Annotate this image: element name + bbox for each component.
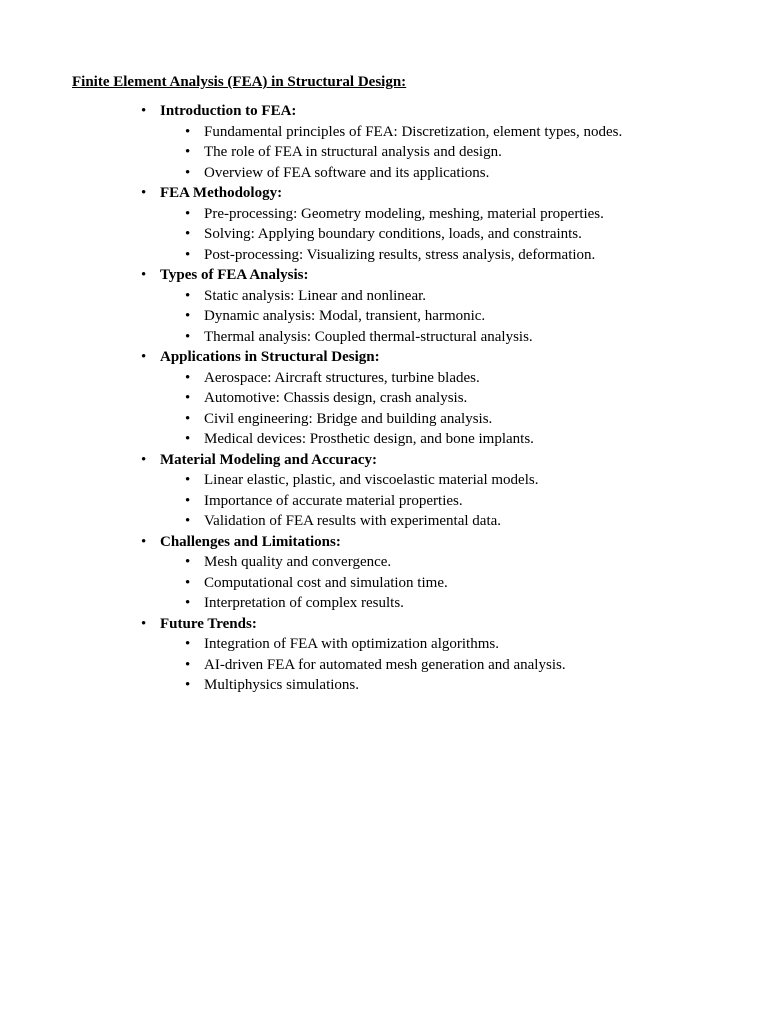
list-item-text: Post-processing: Visualizing results, stress analysis, deformation. (204, 246, 596, 263)
list-item-text: Validation of FEA results with experimental data. (204, 513, 502, 529)
bullet-icon: • (185, 472, 191, 488)
list-item (0, 552, 768, 573)
list-item (0, 286, 768, 307)
list-item (0, 327, 768, 348)
list-item-text: Automotive: Chassis design, crash analysis. (204, 390, 468, 406)
bullet-icon: • (185, 246, 191, 263)
list-item-text: Static analysis: Linear and nonlinear. (204, 287, 427, 304)
list-item-text: Fundamental principles of FEA: Discretization, element types, nodes. (204, 123, 623, 140)
section-heading-row (0, 614, 768, 635)
list-item-text: Medical devices: Prosthetic design, and bone implants. (204, 431, 534, 447)
section-heading-row (0, 450, 768, 471)
bullet-icon: • (141, 103, 147, 119)
bullet-icon: • (185, 390, 191, 406)
list-item-text: Multiphysics simulations. (204, 677, 360, 693)
section-items (0, 286, 768, 348)
list-item (0, 593, 768, 614)
outline-section (0, 183, 768, 265)
list-item (0, 388, 768, 409)
list-item (0, 368, 768, 389)
section-items (0, 470, 768, 532)
bullet-icon: • (185, 410, 191, 427)
bullet-icon: • (141, 349, 147, 365)
section-items (0, 634, 768, 696)
list-item-text: Importance of accurate material properties. (204, 492, 463, 509)
bullet-icon: • (185, 431, 191, 447)
list-item-text: Dynamic analysis: Modal, transient, harmonic. (204, 308, 486, 324)
list-item (0, 675, 768, 696)
list-item (0, 409, 768, 430)
bullet-icon: • (185, 513, 191, 529)
list-item (0, 491, 768, 512)
list-item (0, 429, 768, 450)
list-item-text: Thermal analysis: Coupled thermal-structural analysis. (204, 328, 533, 345)
section-heading: Material Modeling and Accuracy: (160, 451, 378, 468)
outline-section (0, 614, 768, 696)
list-item (0, 511, 768, 532)
list-item-text: Aerospace: Aircraft structures, turbine blades. (204, 369, 480, 386)
list-item (0, 163, 768, 184)
list-item-text: Solving: Applying boundary conditions, loads, and constraints. (204, 226, 582, 242)
list-item (0, 655, 768, 676)
list-item-text: Overview of FEA software and its applications. (204, 164, 490, 181)
list-item (0, 573, 768, 594)
outline-section (0, 347, 768, 450)
bullet-icon: • (185, 574, 191, 591)
bullet-icon: • (185, 164, 191, 181)
outline-section (0, 450, 768, 532)
bullet-icon: • (185, 123, 191, 140)
bullet-icon: • (185, 554, 191, 570)
bullet-icon: • (185, 144, 191, 160)
list-item-text: Mesh quality and convergence. (204, 554, 392, 570)
outline-section (0, 532, 768, 614)
bullet-icon: • (141, 185, 147, 201)
section-items (0, 552, 768, 614)
list-item (0, 470, 768, 491)
section-heading: Challenges and Limitations: (160, 533, 341, 550)
bullet-icon: • (185, 595, 191, 611)
section-heading: Future Trends: (160, 615, 257, 632)
outline-section (0, 101, 768, 183)
section-heading-row (0, 265, 768, 286)
bullet-icon: • (185, 656, 191, 673)
bullet-icon: • (185, 636, 191, 652)
list-item-text: Civil engineering: Bridge and building analysis. (204, 410, 493, 427)
bullet-icon: • (141, 267, 147, 283)
section-items (0, 368, 768, 450)
bullet-icon: • (185, 287, 191, 304)
bullet-icon: • (141, 451, 147, 468)
list-item (0, 122, 768, 143)
bullet-icon: • (141, 533, 147, 550)
section-heading: Applications in Structural Design: (160, 349, 380, 365)
section-items (0, 122, 768, 184)
section-heading: Types of FEA Analysis: (160, 267, 309, 283)
list-item-text: Linear elastic, plastic, and viscoelastic material models. (204, 472, 539, 488)
outline-section (0, 265, 768, 347)
topic-outline (0, 101, 768, 696)
section-heading: Introduction to FEA: (160, 103, 297, 119)
section-heading-row (0, 183, 768, 204)
section-heading: FEA Methodology: (160, 185, 283, 201)
list-item-text: Integration of FEA with optimization algorithms. (204, 636, 499, 652)
section-items (0, 204, 768, 266)
list-item-text: AI-driven FEA for automated mesh generation and analysis. (204, 656, 566, 673)
section-heading-row (0, 101, 768, 122)
bullet-icon: • (185, 308, 191, 324)
list-item (0, 142, 768, 163)
bullet-icon: • (185, 492, 191, 509)
list-item (0, 634, 768, 655)
list-item-text: Computational cost and simulation time. (204, 574, 448, 591)
list-item-text: Pre-processing: Geometry modeling, meshing, material properties. (204, 205, 604, 222)
section-heading-row (0, 347, 768, 368)
document-title: Finite Element Analysis (FEA) in Structural Design: (72, 74, 407, 90)
section-heading-row (0, 532, 768, 553)
list-item (0, 204, 768, 225)
list-item (0, 306, 768, 327)
bullet-icon: • (185, 205, 191, 222)
list-item-text: The role of FEA in structural analysis and design. (204, 144, 502, 160)
bullet-icon: • (185, 369, 191, 386)
list-item-text: Interpretation of complex results. (204, 595, 404, 611)
bullet-icon: • (141, 615, 147, 632)
list-item (0, 245, 768, 266)
bullet-icon: • (185, 677, 191, 693)
bullet-icon: • (185, 328, 191, 345)
list-item (0, 224, 768, 245)
bullet-icon: • (185, 226, 191, 242)
